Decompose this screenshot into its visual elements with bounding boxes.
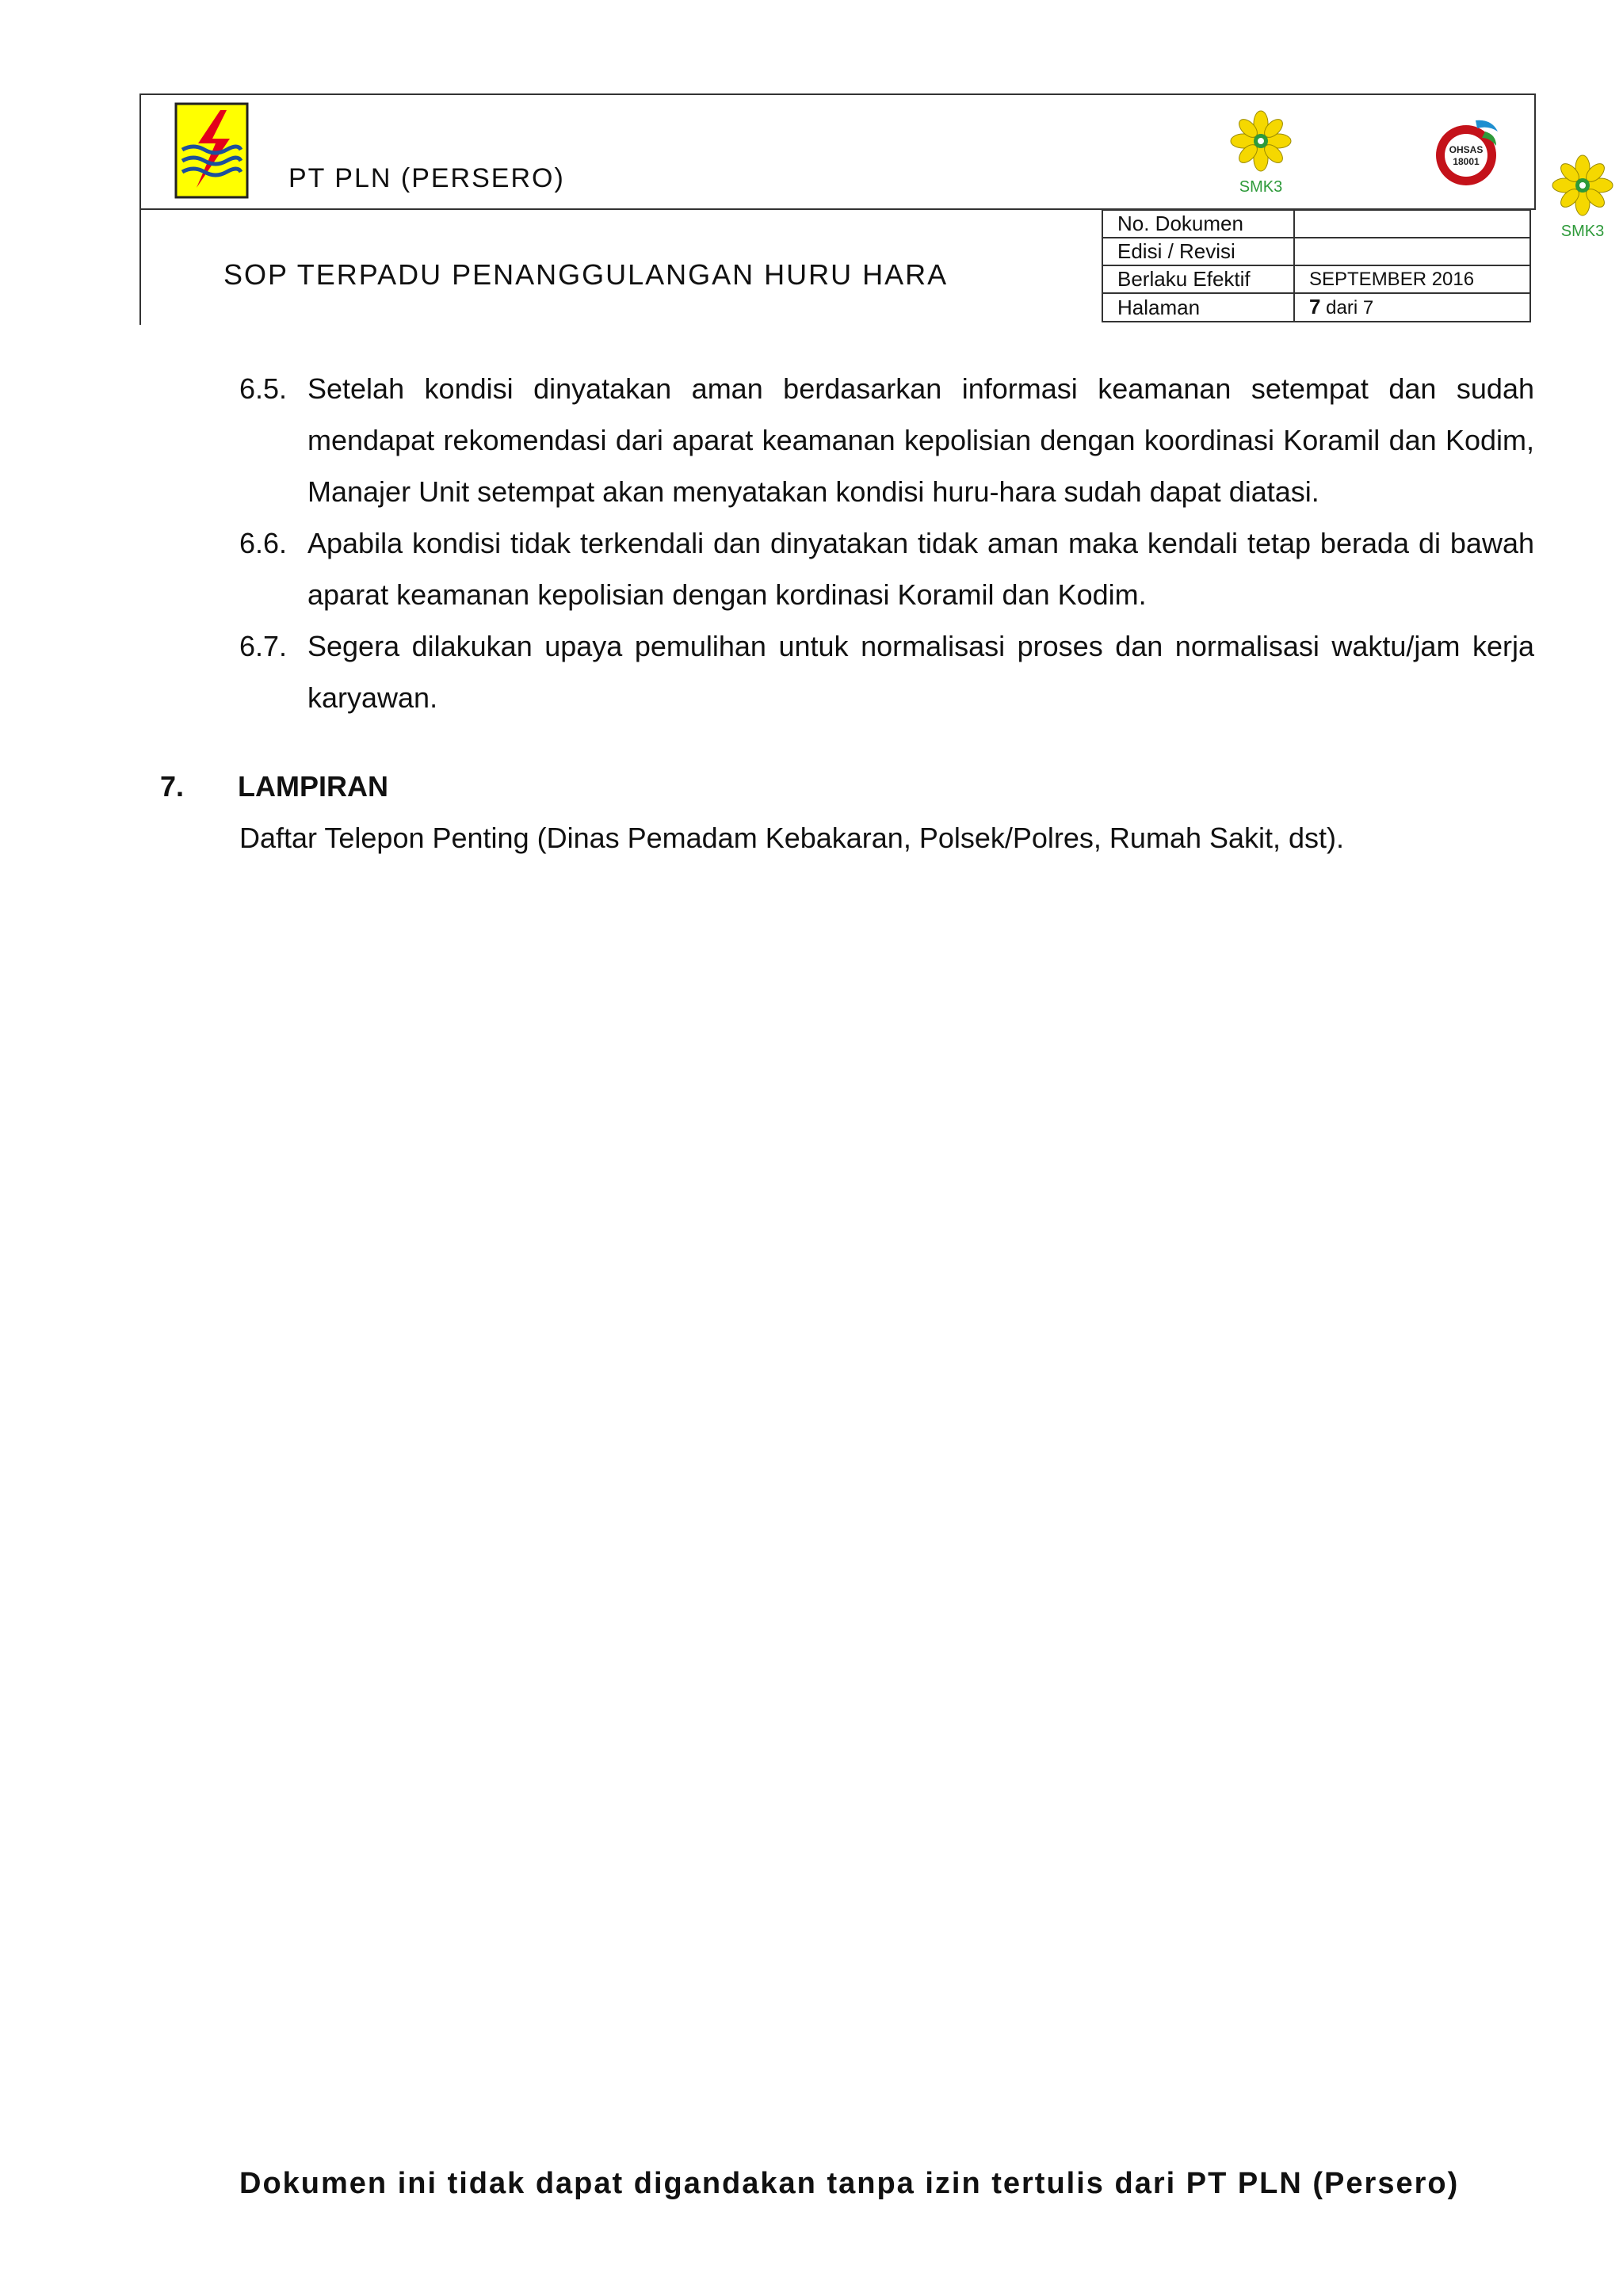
item-number: 6.5. <box>239 372 288 405</box>
item-text: Segera dilakukan upaya pemulihan untuk normalisasi proses dan normalisasi waktu/jam kerja karyawan. <box>307 630 1534 714</box>
item-number: 6.7. <box>239 630 288 662</box>
section-title: LAMPIRAN <box>238 770 388 803</box>
company-name: PT PLN (PERSERO) <box>288 163 565 193</box>
header-right-border <box>1534 93 1536 210</box>
smk3-flower-icon <box>1225 108 1296 198</box>
meta-label: No. Dokumen <box>1102 210 1294 238</box>
page-number: 7 <box>1309 295 1321 318</box>
list-item <box>239 620 1534 723</box>
list-item <box>239 363 1534 517</box>
meta-label: Edisi / Revisi <box>1102 238 1294 265</box>
meta-row-edisi <box>1102 238 1530 265</box>
meta-row-berlaku <box>1102 265 1530 293</box>
svg-text:OHSAS: OHSAS <box>1449 144 1484 155</box>
document-meta-table <box>1102 209 1531 322</box>
list-item <box>239 517 1534 620</box>
meta-value: SEPTEMBER 2016 <box>1294 265 1530 293</box>
item-text: Apabila kondisi tidak terkendali dan dinyatakan tidak aman maka kendali tetap berada di bawah aparat keamanan kepolisian dengan kordinasi Koramil dan Kodim. <box>307 527 1534 611</box>
section-number: 7. <box>160 770 185 803</box>
footer-notice: Dokumen ini tidak dapat digandakan tanpa izin tertulis dari PT PLN (Persero) <box>239 2167 1460 2200</box>
header-top-border <box>139 93 1536 95</box>
document-title: SOP TERPADU PENANGGULANGAN HURU HARA <box>223 258 949 291</box>
meta-value <box>1294 238 1530 265</box>
svg-text:SMK3: SMK3 <box>1239 178 1283 196</box>
meta-label: Berlaku Efektif <box>1102 265 1294 293</box>
procedure-items <box>239 363 1534 723</box>
svg-text:18001: 18001 <box>1453 156 1480 167</box>
meta-value <box>1294 293 1530 322</box>
meta-row-halaman <box>1102 293 1530 322</box>
header-left-border <box>139 93 141 325</box>
smk3-flower-icon-secondary <box>1549 151 1617 242</box>
pln-logo-icon <box>174 102 249 199</box>
meta-label: Halaman <box>1102 293 1294 322</box>
item-text: Setelah kondisi dinyatakan aman berdasarkan informasi keamanan setempat dan sudah mendapat rekomendasi dari aparat keamanan kepolisian dengan koordinasi Koramil dan Kodim, Manajer Unit setempat akan menyatakan kondisi huru-hara sudah dapat diatasi. <box>307 372 1534 508</box>
section-body: Daftar Telepon Penting (Dinas Pemadam Kebakaran, Polsek/Polres, Rumah Sakit, dst). <box>239 822 1345 854</box>
section-heading <box>160 770 388 803</box>
page-total: dari 7 <box>1320 297 1374 318</box>
item-number: 6.6. <box>239 527 288 559</box>
ohsas-18001-icon <box>1433 114 1504 190</box>
meta-value <box>1294 210 1530 238</box>
svg-text:SMK3: SMK3 <box>1560 223 1605 240</box>
meta-row-no-dokumen <box>1102 210 1530 238</box>
